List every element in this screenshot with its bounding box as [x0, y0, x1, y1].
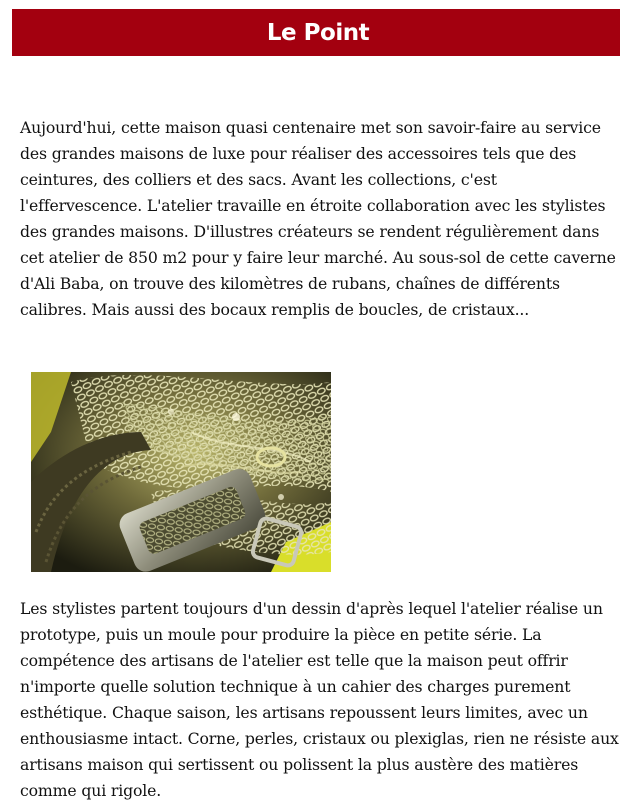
- site-header: [12, 9, 620, 56]
- article-paragraph-2: Les stylistes partent toujours d'un dessin d'après lequel l'atelier réalise un prototype, puis un moule pour produire la pièce en petite série. La compétence des artisans de l'atelier est telle que la maison peut offrir n'importe quelle solution technique à un cahier des charges purement esthétique. Chaque saison, les artisans repoussent leurs limites, avec un enthousiasme intact. Corne, perles, cristaux ou plexiglas, rien ne résiste aux artisans maison qui sertissent ou polissent la plus austère des matières comme qui rigole.: [20, 599, 619, 800]
- chains-buckles-photo: [31, 372, 331, 572]
- article-paragraph-1: Aujourd'hui, cette maison quasi centenaire met son savoir-faire au service des grandes maisons de luxe pour réaliser des accessoires tels que des ceintures, des colliers et des sacs. Avant les collections, c'est l'effervescence. L'atelier travaille en étroite collaboration avec les stylistes des grandes maisons. D'illustres créateurs se rendent régulièrement dans cet atelier de 850 m2 pour y faire leur marché. Au sous-sol de cette caverne d'Ali Baba, on trouve des kilomètres de rubans, chaînes de différents calibres. Mais aussi des bocaux remplis de boucles, de cristaux...: [20, 118, 616, 319]
- le-point-logo[interactable]: Le Point: [266, 19, 370, 46]
